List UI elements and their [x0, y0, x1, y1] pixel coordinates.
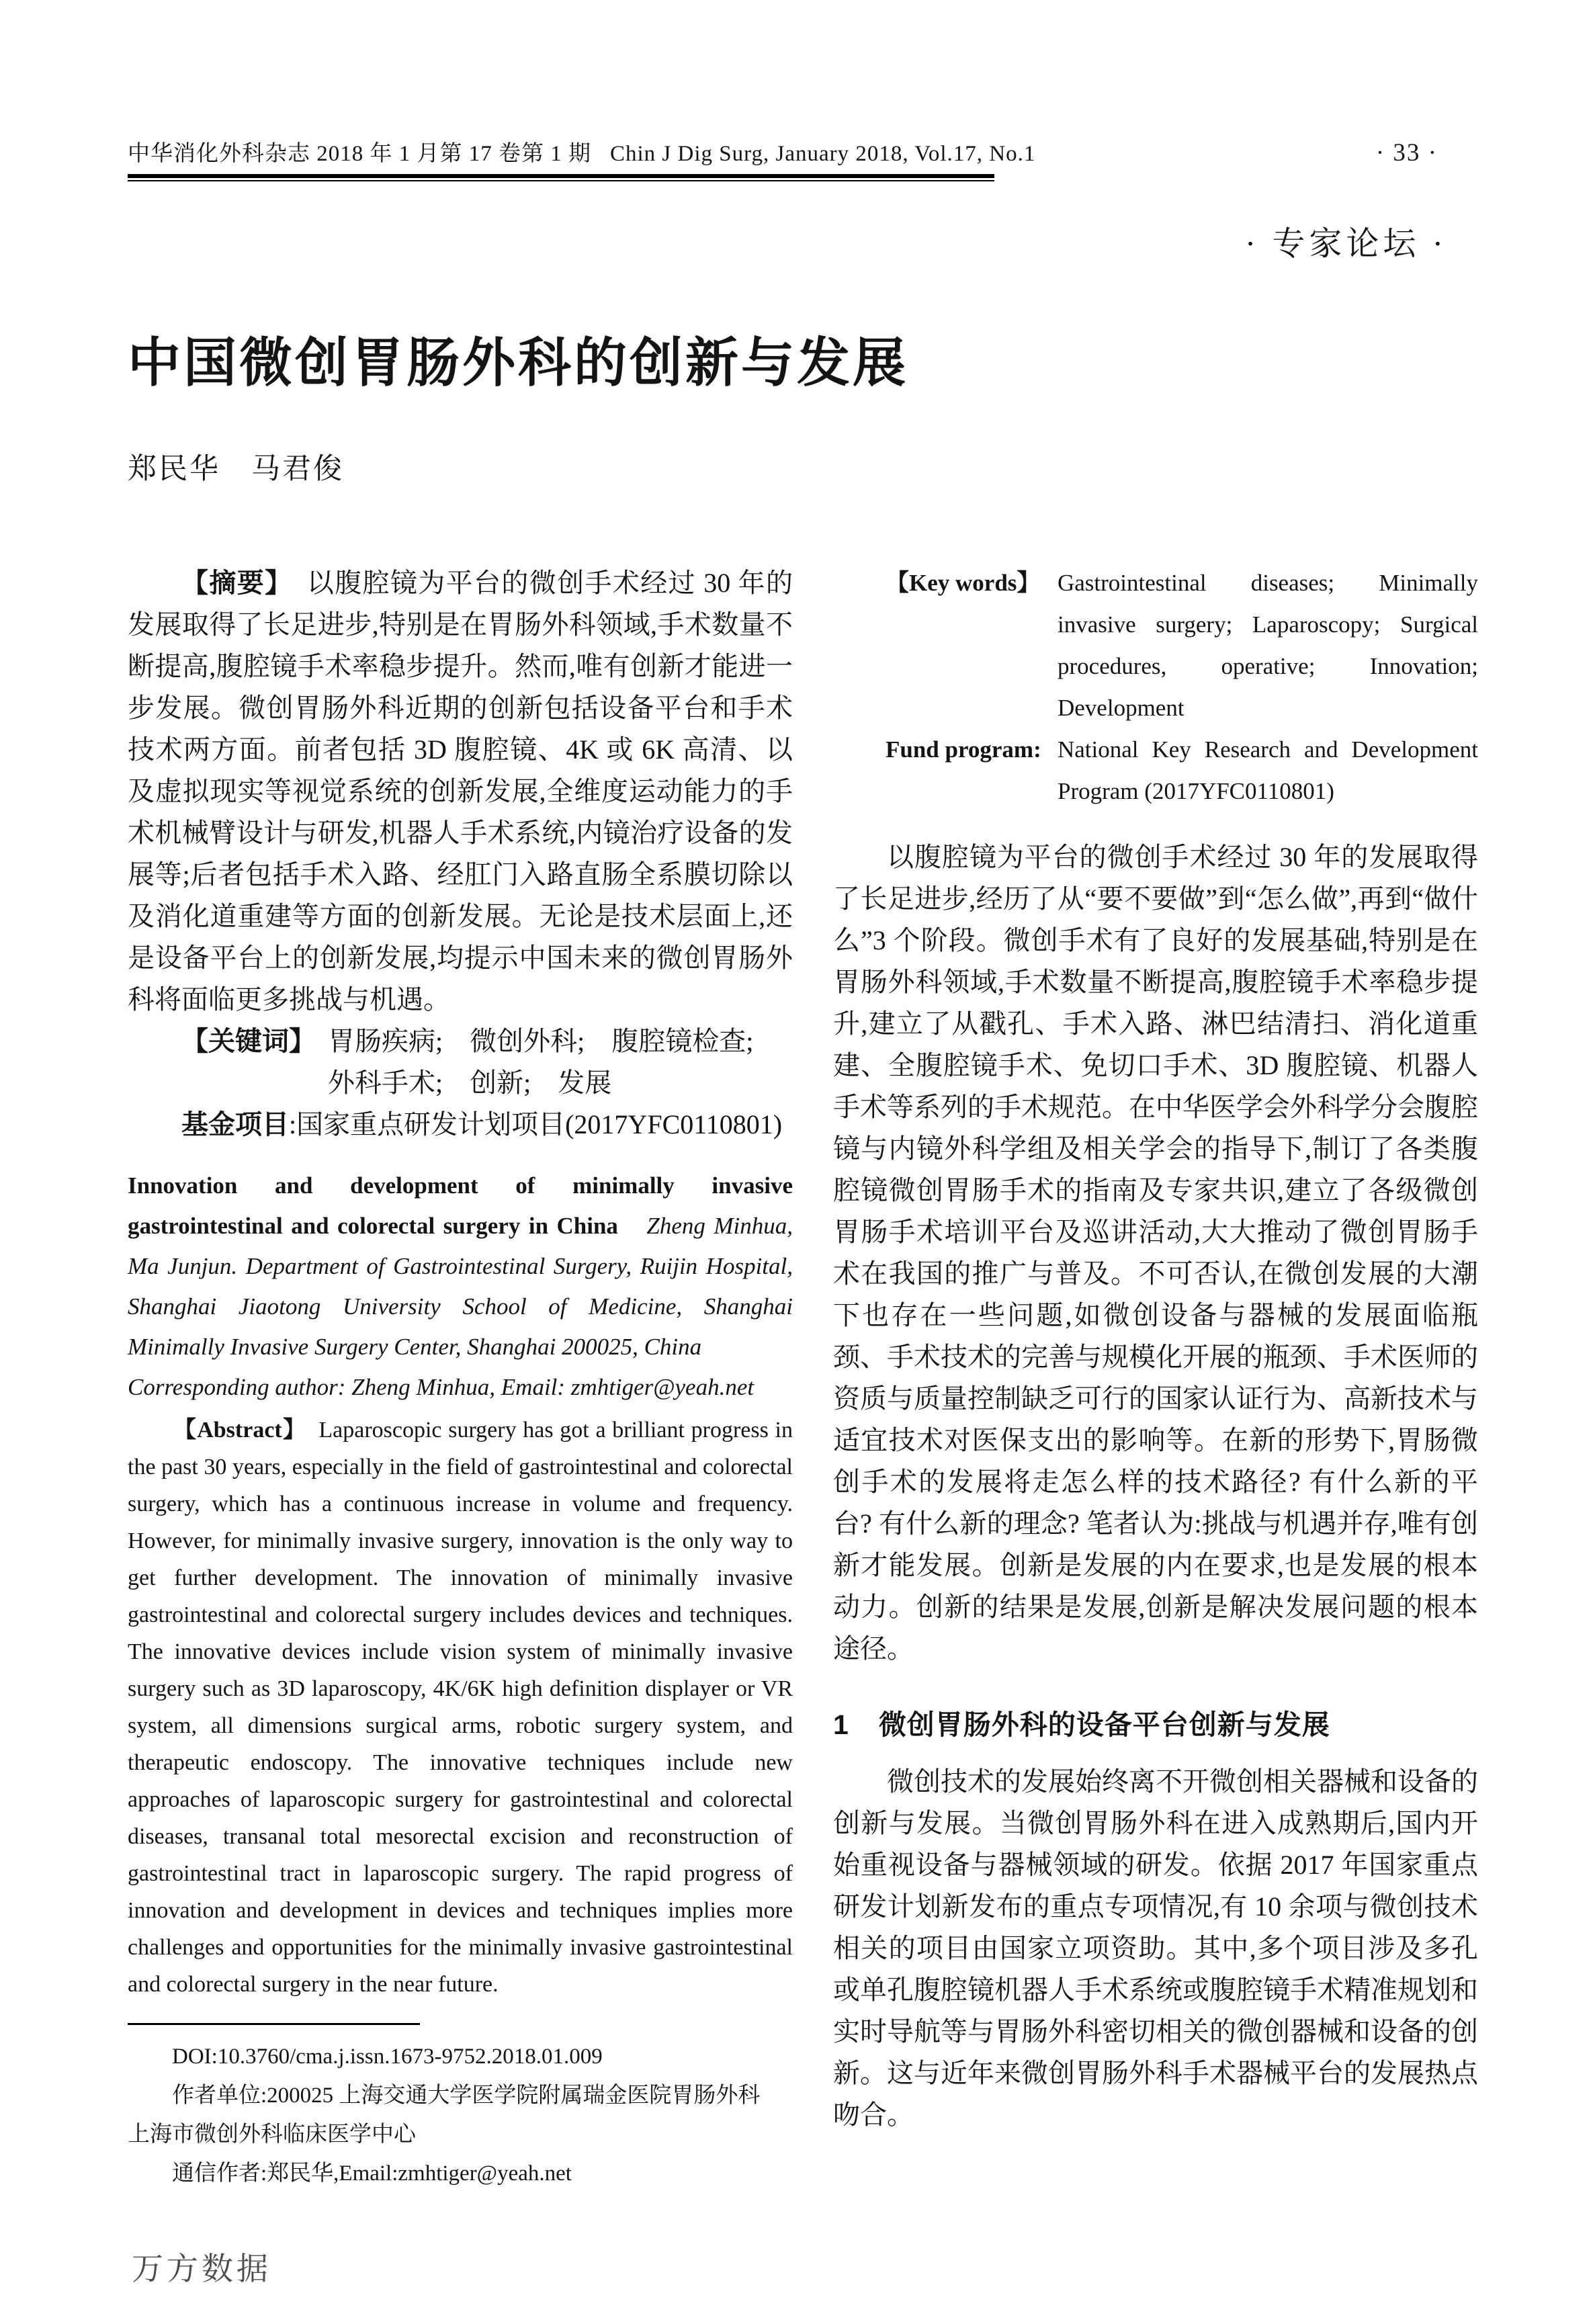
- english-title-block: [128, 1166, 793, 1367]
- abstract-en: [128, 1412, 793, 2003]
- section-1-number: 1: [833, 1709, 849, 1740]
- authors: 郑民华 马君俊: [128, 454, 344, 485]
- footnote-block: [128, 2023, 793, 2193]
- keywords-cn-label: 【关键词】: [181, 1027, 316, 1056]
- wanfang-watermark: 万方数据: [132, 2251, 271, 2286]
- section-1-heading: [833, 1707, 1478, 1742]
- header-rule: [128, 174, 994, 181]
- left-column: [128, 562, 793, 2193]
- page-number: · 33 ·: [1375, 139, 1438, 167]
- corresponding-line-cn: 通信作者:郑民华,Email:zmhtiger@yeah.net: [172, 2161, 572, 2186]
- section-1-title: 微创胃肠外科的设备平台创新与发展: [878, 1709, 1330, 1740]
- journal-title-cn: 中华消化外科杂志 2018 年 1 月第 17 卷第 1 期: [128, 142, 591, 166]
- fund-en: [886, 729, 1478, 812]
- fund-cn-label: 基金项目: [181, 1110, 289, 1139]
- abstract-cn: [128, 562, 793, 1021]
- english-authors-affiliation: Zheng Minhua, Ma Junjun. Department of Gastrointestinal Surgery, Ruijin Hospital, Shanghai Jiaotong University School of Medicine, Shanghai Minimally Invasive Surgery Center, Shanghai 200025, China: [128, 1213, 793, 1360]
- abstract-cn-text: 以腹腔镜为平台的微创手术经过 30 年的发展取得了长足进步,特别是在胃肠外科领域,手术数量不断提高,腹腔镜手术率稳步提升。然而,唯有创新才能进一步发展。微创胃肠外科近期的创新包括设备平台和手术技术两方面。前者包括 3D 腹腔镜、4K 或 6K 高清、以及虚拟现实等视觉系统的创新发展,全维度运动能力的手术机械臂设计与研发,机器人手术系统,内镜治疗设备的发展等;后者包括手术入路、经肛门入路直肠全系膜切除以及消化道重建等方面的创新发展。无论是技术层面上,还是设备平台上的创新发展,均提示中国未来的微创胃肠外科将面临更多挑战与机遇。: [128, 568, 793, 1015]
- abstract-en-text: Laparoscopic surgery has got a brilliant progress in the past 30 years, especially in the field of gastrointestinal and colorectal surgery, which has a continuous increase in volume and frequency. However, for minimally invasive surgery, innovation is the only way to get further development. The innovation of minimally invasive gastrointestinal and colorectal surgery includes devices and techniques. The innovative devices include vision system of minimally invasive surgery such as 3D laparoscopy, 4K/6K high definition displayer or VR system, all dimensions surgical arms, robotic surgery system, and therapeutic endoscopy. The innovative techniques include new approaches of laparoscopic surgery for gastrointestinal and colorectal diseases, transanal total mesorectal excision and reconstruction of gastrointestinal tract in laparoscopic surgery. The rapid progress of innovation and development in devices and techniques implies more challenges and opportunities for the minimally invasive gastrointestinal and colorectal surgery in the near future.: [128, 1418, 793, 1997]
- keywords-cn-text: 胃肠疾病; 微创外科; 腹腔镜检查; 外科手术; 创新; 发展: [328, 1026, 781, 1098]
- body-paragraph-1: 以腹腔镜为平台的微创手术经过 30 年的发展取得了长足进步,经历了从“要不要做”到“怎么做”,再到“做什么”3 个阶段。微创手术有了良好的发展基础,特别是在胃肠外科领域,手术数量不断提高,腹腔镜手术率稳步提升,建立了从戳孔、手术入路、淋巴结清扫、消化道重建、全腹腔镜手术、免切口手术、3D 腹腔镜、机器人手术等系列的手术规范。在中华医学会外科学分会腹腔镜与内镜外科学组及相关学会的指导下,制订了各类腹腔镜微创胃肠手术的指南及专家共识,建立了各级微创胃肠手术培训平台及巡讲活动,大大推动了微创胃肠手术在我国的推广与普及。不可否认,在微创发展的大潮下也存在一些问题,如微创设备与器械的发展面临瓶颈、手术技术的完善与规模化开展的瓶颈、手术医师的资质与质量控制缺乏可行的国家认证行为、高新技术与适宜技术对医保支出的影响等。在新的形势下,胃肠微创手术的发展将走怎么样的技术路径? 有什么新的平台? 有什么新的理念? 笔者认为:挑战与机遇并存,唯有创新才能发展。创新是发展的内在要求,也是发展的根本动力。创新的结果是发展,创新是解决发展问题的根本途径。: [833, 842, 1478, 1664]
- english-title: Innovation and development of minimally invasive gastrointestinal and colorectal surgery in China: [128, 1172, 793, 1239]
- fund-en-label: Fund program:: [886, 736, 1041, 763]
- journal-title-en: Chin J Dig Surg, January 2018, Vol.17, No.1: [610, 142, 1036, 166]
- journal-masthead: [128, 136, 1035, 167]
- fund-cn-text: :国家重点研发计划项目(2017YFC0110801): [289, 1109, 783, 1139]
- doi-line: DOI:10.3760/cma.j.issn.1673-9752.2018.01.009: [172, 2045, 603, 2069]
- abstract-cn-label: 【摘要】: [181, 568, 279, 598]
- header-rule-thick: [128, 174, 994, 178]
- page-content: [128, 0, 1478, 2193]
- abstract-en-label: 【Abstract】: [173, 1418, 296, 1443]
- fund-cn: [128, 1104, 793, 1146]
- page-header: [128, 0, 1478, 167]
- footnote-rule: [128, 2023, 420, 2025]
- fund-en-text: National Key Research and Development Program (2017YFC0110801): [1058, 736, 1478, 804]
- header-rule-thin: [128, 180, 994, 181]
- body-paragraph-2: 微创技术的发展始终离不开微创相关器械和设备的创新与发展。当微创胃肠外科在进入成熟期后,国内开始重视设备与器械领域的研发。依据 2017 年国家重点研发计划新发布的重点专项情况,有 10 余项与微创技术相关的项目由国家立项资助。其中,多个项目涉及多孔或单孔腹腔镜机器人手术系统或腹腔镜手术精准规划和实时导航等与胃肠外科密切相关的微创器械和设备的创新。这与近年来微创胃肠外科手术器械平台的发展热点吻合。: [833, 1766, 1478, 2130]
- keywords-en-text: Gastrointestinal diseases; Minimally invasive surgery; Laparoscopy; Surgical procedures, operative; Innovation; Development: [1058, 570, 1478, 721]
- keywords-en-label: 【Key words】: [886, 570, 1041, 596]
- keywords-cn: [181, 1021, 793, 1104]
- corresponding-author-en: Corresponding author: Zheng Minhua, Email: zmhtiger@yeah.net: [128, 1374, 755, 1400]
- keywords-en: [886, 562, 1478, 729]
- two-column-layout: [128, 562, 1478, 2193]
- affiliation-line-1: 作者单位:200025 上海交通大学医学院附属瑞金医院胃肠外科: [172, 2083, 761, 2108]
- article-title: 中国微创胃肠外科的创新与发展: [128, 335, 908, 393]
- section-label: · 专家论坛 ·: [1244, 225, 1447, 262]
- english-title-gap: [618, 1213, 646, 1239]
- affiliation-line-2: 上海市微创外科临床医学中心: [128, 2122, 416, 2147]
- right-column: [833, 562, 1478, 2193]
